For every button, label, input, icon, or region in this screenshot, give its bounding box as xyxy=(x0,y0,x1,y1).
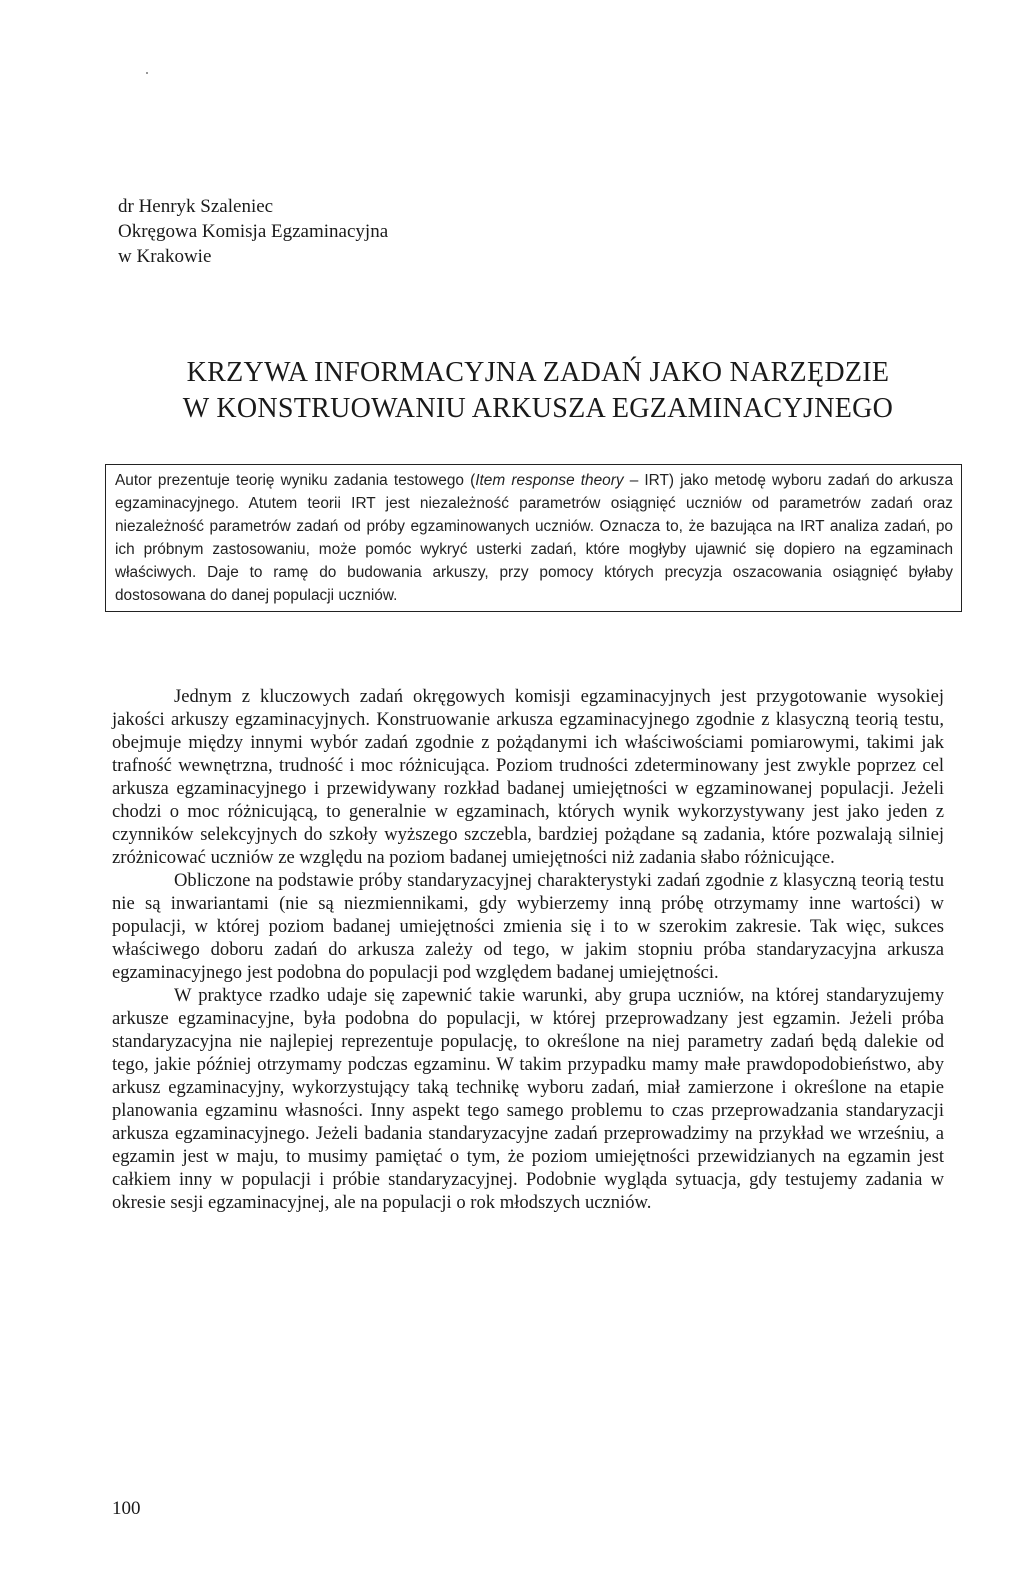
paragraph-3: W praktyce rzadko udaje się zapewnić takie warunki, aby grupa uczniów, na której standaryzujemy arkusze egzaminacyjne, była podobna do populacji, w której przeprowadzany jest egzamin. Jeżeli próba standaryzacyjna nie najlepiej reprezentuje populację, to określone na niej parametry zadań będą dalekie od tego, jakie później otrzymamy podczas egzaminu. W takim przypadku mamy małe prawdopodobieństwo, aby arkusz egzaminacyjny, wykorzystujący taką technikę wyboru zadań, miał zamierzone i określone na etapie planowania egzaminu własności. Inny aspekt tego samego problemu to czas przeprowadzania standaryzacji arkusza egzaminacyjnego. Jeżeli badania standaryzacyjne zadań przeprowadzimy na przykład we wrześniu, a egzamin jest w maju, to musimy pamiętać o tym, że poziom umiejętności przewidzianych na egzamin jest całkiem inny w populacji i próbie standaryzacyjnej. Podobnie wygląda sytuacja, gdy testujemy zadania w okresie sesji egzaminacyjnej, ale na populacji o rok młodszych uczniów. xyxy=(112,985,944,1213)
abstract-text-rest: – IRT) jako metodę wyboru zadań do arkusza egzaminacyjnego. Atutem teorii IRT jest niezależność parametrów osiągnięć uczniów od parametrów zadań oraz niezależność parametrów zadań od próby egzaminowanych uczniów. Oznacza to, że bazująca na IRT analiza zadań, po ich próbnym zastosowaniu, może pomóc wykryć usterki zadań, które mogłyby ujawnić się dopiero na egzaminach właściwych. Daje to ramę do budowania arkuszy, przy pomocy których precyzja oszacowania osiągnięć byłaby dostosowana do danej populacji uczniów. xyxy=(115,472,954,604)
paragraph-2: Obliczone na podstawie próby standaryzacyjnej charakterystyki zadań zgodnie z klasyczną teorią testu nie są inwariantami (nie są niezmiennikami, gdy wybierzemy inną próbę otrzymamy inne wartości) w populacji, w której poziom badanej umiejętności zmienia się i to w szerokim zakresie. Tak więc, sukces właściwego doboru zadań do arkusza zależy od tego, w jakim stopniu próba standaryzacyjna arkusza egzaminacyjnego jest podobna do populacji pod względem badanej umiejętności. xyxy=(112,870,944,983)
author-city: w Krakowie xyxy=(118,246,212,267)
author-block xyxy=(118,194,388,269)
scan-speck xyxy=(146,72,148,74)
abstract-italic-term: Item response theory xyxy=(475,472,624,489)
author-institution: Okręgowa Komisja Egzaminacyjna xyxy=(118,221,389,242)
title-line-1: KRZYWA INFORMACYJNA ZADAŃ JAKO NARZĘDZIE xyxy=(186,357,890,388)
abstract-box xyxy=(105,464,962,612)
article-title xyxy=(118,355,958,427)
title-line-2: W KONSTRUOWANIU ARKUSZA EGZAMINACYJNEGO xyxy=(182,393,894,424)
abstract-text-start: Autor prezentuje teorię wyniku zadania testowego ( xyxy=(115,472,476,489)
body-text xyxy=(112,685,944,1214)
page-number: 100 xyxy=(112,1498,141,1519)
paragraph-1: Jednym z kluczowych zadań okręgowych komisji egzaminacyjnych jest przygotowanie wysokiej jakości arkuszy egzaminacyjnych. Konstruowanie arkusza egzaminacyjnego zgodnie z klasyczną teorią testu, obejmuje między innymi wybór zadań zgodnie z pożądanymi ich właściwościami pomiarowymi, takimi jak trafność wewnętrzna, trudność i moc różnicująca. Poziom trudności zdeterminowany jest zwykle poprzez cel arkusza egzaminacyjnego i przewidywany rozkład badanej umiejętności w egzaminowanej populacji. Jeżeli chodzi o moc różnicującą, to generalnie w egzaminach, których wynik wykorzystywany jest jako jeden z czynników selekcyjnych do szkoły wyższego szczebla, bardziej pożądane są zadania, które pozwalają silniej zróżnicować uczniów ze względu na poziom badanej umiejętności niż zadania słabo różnicujące. xyxy=(112,686,944,868)
author-name: dr Henryk Szaleniec xyxy=(118,196,274,217)
